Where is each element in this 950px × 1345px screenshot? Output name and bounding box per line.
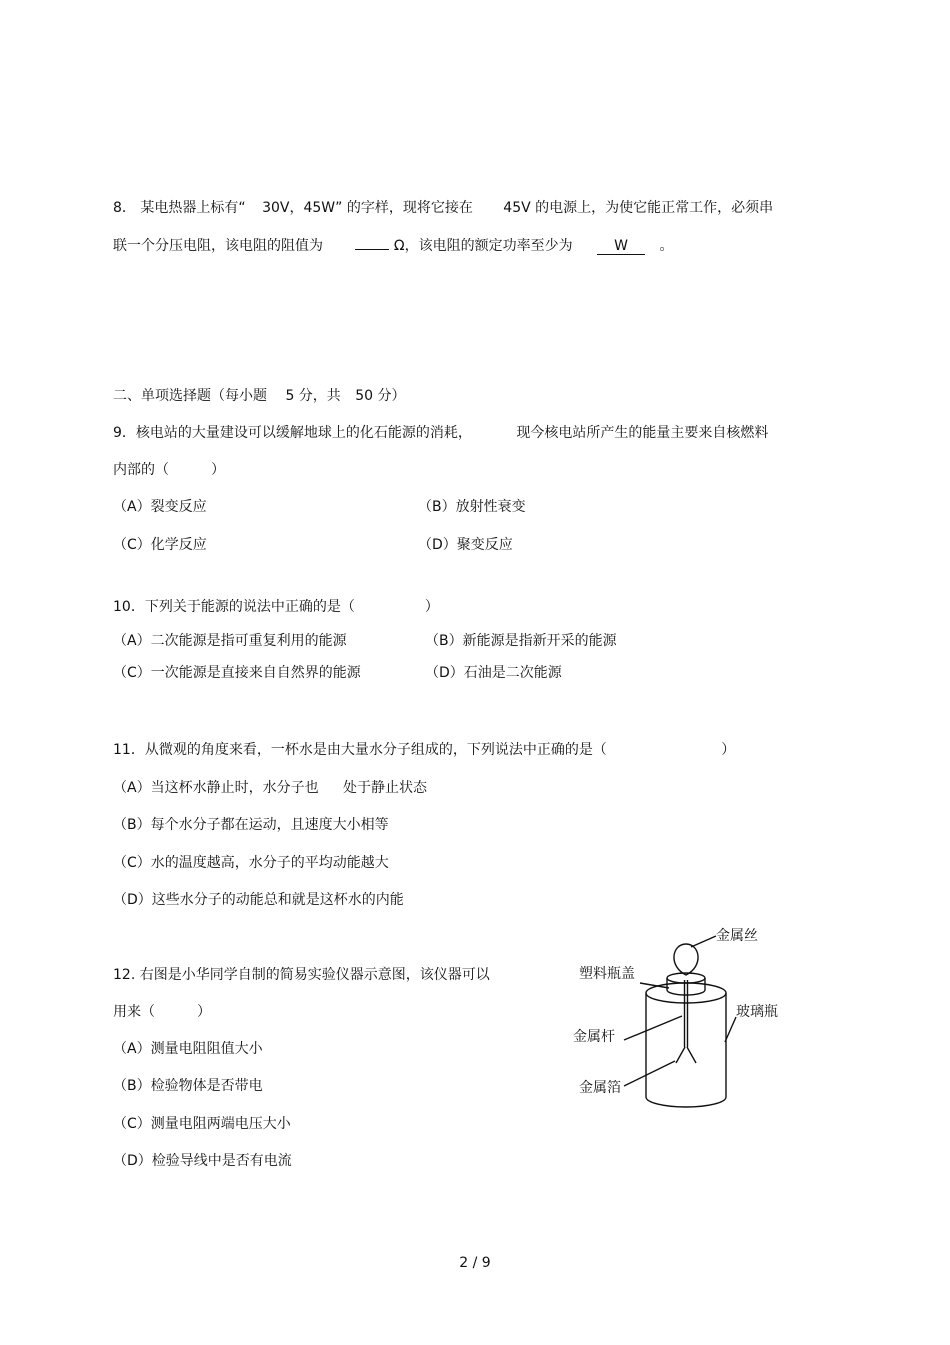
q11-option-c[interactable]: （C）水的温度越高，水分子的平均动能越大	[113, 855, 389, 871]
electroscope-figure	[560, 920, 800, 1110]
q9-text-a: 9．核电站的大量建设可以缓解地球上的化石能源的消耗，	[113, 425, 472, 441]
q11-stem-close: ）	[721, 742, 736, 758]
q12-option-a[interactable]: （A）测量电阻阻值大小	[113, 1041, 263, 1057]
q10-stem: 10．下列关于能源的说法中正确的是（ ）	[113, 599, 439, 615]
q8-text-c: 的字样，现将它接在	[346, 200, 473, 216]
section-title-a: 二、单项选择题（每小题	[113, 388, 267, 404]
q10-option-a[interactable]: （A）二次能源是指可重复利用的能源	[113, 633, 347, 649]
q8-text-e: 的电源上，为使它能正常工作，必须串	[535, 200, 774, 216]
q8-text-d: 45V	[503, 200, 531, 216]
label-plastic-cap: 塑料瓶盖	[579, 966, 635, 982]
q9-option-a[interactable]: （A）裂变反应	[113, 499, 207, 515]
q8-text-h: 。	[659, 238, 674, 254]
q12-stem-line1: 12. 右图是小华同学自制的简易实验仪器示意图，该仪器可以	[113, 967, 490, 983]
q8-line2	[113, 237, 674, 255]
q11-stem	[113, 741, 735, 759]
label-metal-foil: 金属箔	[579, 1080, 621, 1096]
q8-line1	[113, 199, 773, 217]
q11-option-b[interactable]: （B）每个水分子都在运动，且速度大小相等	[113, 817, 389, 833]
q10-option-b[interactable]: （B）新能源是指新开采的能源	[425, 633, 617, 649]
q11-option-d[interactable]: （D）这些水分子的动能总和就是这杯水的内能	[113, 892, 404, 908]
q11-option-a-text-2: 处于静止状态	[343, 780, 428, 796]
q11-option-a-text-1: （A）当这杯水静止时，水分子也	[113, 780, 319, 796]
q11-stem-text: 11．从微观的角度来看，一杯水是由大量水分子组成的，下列说法中正确的是（	[113, 742, 607, 758]
q12-option-d[interactable]: （D）检验导线中是否有电流	[113, 1153, 292, 1169]
q12-option-c[interactable]: （C）测量电阻两端电压大小	[113, 1116, 291, 1132]
q9-option-c[interactable]: （C）化学反应	[113, 537, 207, 553]
q8-text-g: Ω，该电阻的额定功率至少为	[393, 238, 573, 254]
q9-line2: 内部的（ ）	[113, 462, 225, 478]
label-glass-bottle: 玻璃瓶	[736, 1004, 778, 1020]
q8-answer-blank-resistance[interactable]	[355, 249, 389, 250]
q10-option-c[interactable]: （C）一次能源是直接来自自然界的能源	[113, 665, 361, 681]
q8-answer-blank-power[interactable]: W	[597, 238, 645, 255]
label-metal-rod: 金属杆	[573, 1029, 615, 1045]
q8-text-a: 8． 某电热器上标有“	[113, 200, 246, 216]
q9-text-b: 现今核电站所产生的能量主要来自核燃料	[516, 425, 769, 441]
section-title-b: 5 分，共	[285, 388, 341, 404]
q8-text-f: 联一个分压电阻，该电阻的阻值为	[113, 238, 323, 254]
section-heading	[113, 387, 406, 405]
q11-option-a[interactable]	[113, 779, 427, 797]
q12-option-b[interactable]: （B）检验物体是否带电	[113, 1078, 263, 1094]
q9-option-b[interactable]: （B）放射性衰变	[418, 499, 526, 515]
q10-option-d[interactable]: （D）石油是二次能源	[425, 665, 562, 681]
page-number: 2 / 9	[459, 1255, 491, 1271]
section-title-c: 50 分）	[355, 388, 406, 404]
q9-line1	[113, 424, 768, 442]
label-metal-wire: 金属丝	[716, 928, 758, 944]
q12-stem-line2: 用来（ ）	[113, 1004, 211, 1020]
q8-text-b: 30V，45W”	[262, 200, 343, 216]
q9-option-d[interactable]: （D）聚变反应	[418, 537, 513, 553]
